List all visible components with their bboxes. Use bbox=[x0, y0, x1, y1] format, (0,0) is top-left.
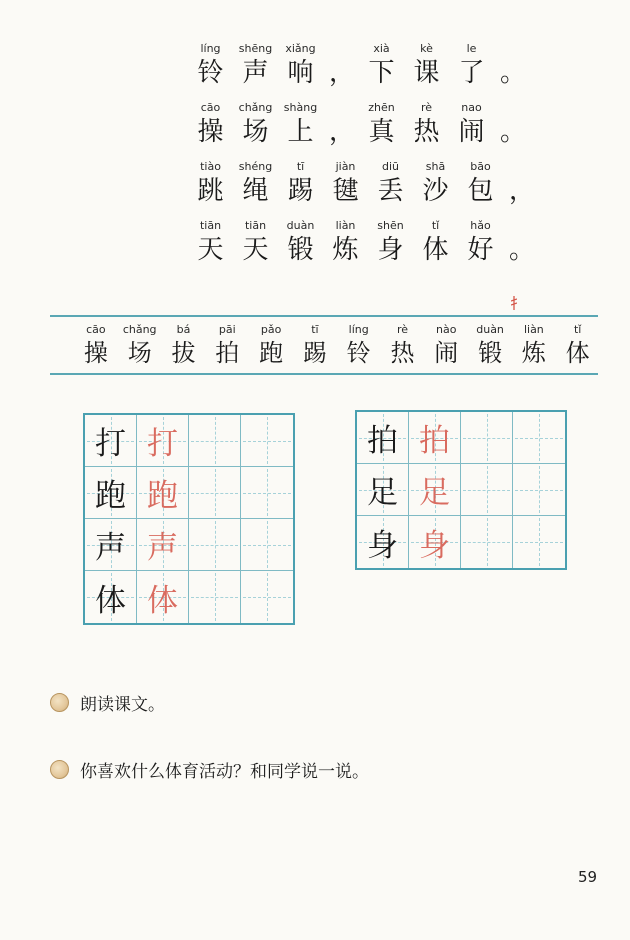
hanzi: 丢 bbox=[377, 176, 404, 206]
pinyin bbox=[323, 99, 359, 116]
model-character: 身 bbox=[357, 516, 409, 568]
hanzi: 上 bbox=[287, 117, 314, 147]
poem-char bbox=[233, 217, 278, 276]
strip-char bbox=[424, 322, 468, 368]
hanzi: 好 bbox=[467, 235, 494, 265]
strip-char bbox=[381, 322, 425, 368]
strip-char bbox=[468, 322, 512, 368]
hanzi: 热 bbox=[390, 339, 415, 367]
pinyin: tǐ bbox=[573, 323, 582, 336]
pinyin: tiào bbox=[200, 160, 221, 173]
strip-char bbox=[205, 322, 249, 368]
strip-char bbox=[512, 322, 556, 368]
practice-cell bbox=[461, 516, 513, 568]
hanzi: 绳 bbox=[242, 176, 269, 206]
pinyin: xiǎng bbox=[285, 42, 316, 55]
grid-row bbox=[85, 519, 293, 571]
strip-char bbox=[337, 322, 381, 368]
pinyin: liàn bbox=[335, 219, 356, 232]
poem-char bbox=[278, 99, 323, 158]
hanzi: 拔 bbox=[171, 339, 196, 367]
hanzi: 跑 bbox=[259, 339, 284, 367]
grid-row bbox=[85, 415, 293, 467]
hanzi: 包 bbox=[467, 176, 494, 206]
pinyin: shēng bbox=[238, 42, 273, 55]
poem-char bbox=[233, 40, 278, 99]
model-character: 跑 bbox=[85, 467, 137, 519]
hanzi: 闹 bbox=[458, 117, 485, 147]
pinyin: chǎng bbox=[122, 323, 157, 336]
poem-line bbox=[188, 99, 539, 158]
hanzi: ， bbox=[509, 176, 536, 206]
pinyin bbox=[503, 217, 539, 234]
hanzi: 真 bbox=[368, 117, 395, 147]
hanzi: ， bbox=[329, 58, 356, 88]
strip-bottom-rule bbox=[50, 373, 598, 375]
poem-char bbox=[413, 158, 458, 217]
decorative-mark-icon bbox=[511, 296, 517, 310]
model-character: 声 bbox=[85, 519, 137, 571]
hanzi: 炼 bbox=[332, 235, 359, 265]
practice-cell bbox=[513, 464, 565, 516]
practice-cell bbox=[189, 467, 241, 519]
hanzi: 场 bbox=[242, 117, 269, 147]
model-character: 足 bbox=[357, 464, 409, 516]
pinyin: xià bbox=[373, 42, 390, 55]
hanzi: 锻 bbox=[287, 235, 314, 265]
poem bbox=[188, 40, 539, 276]
hanzi: ， bbox=[329, 117, 356, 147]
hanzi: 操 bbox=[197, 117, 224, 147]
pinyin: shàng bbox=[283, 101, 318, 114]
grid-row bbox=[357, 412, 565, 464]
strip-char bbox=[293, 322, 337, 368]
hanzi: 闹 bbox=[434, 339, 459, 367]
pinyin: shēn bbox=[377, 219, 404, 232]
hanzi: 了 bbox=[458, 58, 485, 88]
hanzi: 场 bbox=[127, 339, 152, 367]
pinyin: tiān bbox=[199, 219, 222, 232]
hanzi: 体 bbox=[565, 339, 590, 367]
exercise-badge-icon bbox=[50, 693, 69, 712]
poem-char bbox=[368, 158, 413, 217]
model-character: 体 bbox=[85, 571, 137, 623]
model-character: 打 bbox=[85, 415, 137, 467]
pinyin: shā bbox=[425, 160, 446, 173]
writing-grid-left bbox=[83, 413, 295, 625]
hanzi: 锻 bbox=[478, 339, 503, 367]
pinyin: cāo bbox=[86, 323, 106, 336]
hanzi: 。 bbox=[500, 117, 527, 147]
hanzi: 天 bbox=[197, 235, 224, 265]
hanzi: 热 bbox=[413, 117, 440, 147]
exercise-badge-icon bbox=[50, 760, 69, 779]
pinyin: tī bbox=[296, 160, 305, 173]
hanzi: 天 bbox=[242, 235, 269, 265]
poem-punctuation bbox=[323, 99, 359, 158]
task-text: 朗读课文。 bbox=[80, 695, 165, 715]
poem-char bbox=[233, 158, 278, 217]
poem-char bbox=[404, 40, 449, 99]
practice-cell bbox=[241, 467, 293, 519]
pinyin: líng bbox=[200, 42, 221, 55]
poem-punctuation bbox=[494, 40, 530, 99]
poem-line bbox=[188, 40, 539, 99]
poem-punctuation bbox=[494, 99, 530, 158]
pinyin: bá bbox=[176, 323, 191, 336]
poem-char bbox=[278, 217, 323, 276]
poem-char bbox=[188, 217, 233, 276]
hanzi: 铃 bbox=[197, 58, 224, 88]
poem-line bbox=[188, 158, 539, 217]
poem-punctuation bbox=[503, 158, 539, 217]
pinyin: rè bbox=[396, 323, 408, 336]
poem-line bbox=[188, 217, 539, 276]
grid-row bbox=[357, 464, 565, 516]
hanzi: 课 bbox=[413, 58, 440, 88]
hanzi: 拍 bbox=[215, 339, 240, 367]
grid-row bbox=[357, 516, 565, 568]
pinyin: hǎo bbox=[470, 219, 491, 232]
pinyin: nao bbox=[461, 101, 482, 114]
pinyin: chǎng bbox=[238, 101, 273, 114]
practice-cell bbox=[189, 571, 241, 623]
pinyin bbox=[503, 158, 539, 175]
strip-char bbox=[249, 322, 293, 368]
pinyin bbox=[494, 40, 530, 57]
hanzi: 跳 bbox=[197, 176, 224, 206]
pinyin: shéng bbox=[238, 160, 273, 173]
task-text: 你喜欢什么体育活动？和同学说一说。 bbox=[80, 762, 369, 782]
task-read-aloud bbox=[50, 690, 165, 715]
grid-row bbox=[85, 571, 293, 623]
pinyin: pāi bbox=[218, 323, 236, 336]
pinyin: líng bbox=[348, 323, 369, 336]
trace-character: 身 bbox=[409, 516, 461, 568]
pinyin bbox=[323, 40, 359, 57]
strip-char bbox=[556, 322, 600, 368]
practice-cell bbox=[461, 412, 513, 464]
pinyin: liàn bbox=[523, 323, 544, 336]
hanzi: 踢 bbox=[287, 176, 314, 206]
hanzi: 响 bbox=[287, 58, 314, 88]
pinyin: pǎo bbox=[260, 323, 282, 336]
pinyin: tǐ bbox=[431, 219, 440, 232]
strip-top-rule bbox=[50, 315, 598, 317]
practice-cell bbox=[189, 415, 241, 467]
practice-cell bbox=[189, 519, 241, 571]
trace-character: 拍 bbox=[409, 412, 461, 464]
trace-character: 声 bbox=[137, 519, 189, 571]
strip-char bbox=[74, 322, 118, 368]
hanzi: 踢 bbox=[302, 339, 327, 367]
poem-char bbox=[449, 40, 494, 99]
new-characters-strip bbox=[74, 322, 600, 368]
hanzi: 炼 bbox=[521, 339, 546, 367]
poem-char bbox=[368, 217, 413, 276]
writing-grid-right bbox=[355, 410, 567, 570]
poem-char bbox=[359, 40, 404, 99]
pinyin: nào bbox=[436, 323, 457, 336]
hanzi: 毽 bbox=[332, 176, 359, 206]
pinyin: kè bbox=[420, 42, 433, 55]
poem-char bbox=[323, 217, 368, 276]
pinyin: tiān bbox=[244, 219, 267, 232]
poem-char bbox=[278, 40, 323, 99]
pinyin: tī bbox=[311, 323, 319, 336]
pinyin: duàn bbox=[476, 323, 504, 336]
pinyin: le bbox=[466, 42, 477, 55]
practice-cell bbox=[241, 415, 293, 467]
poem-char bbox=[404, 99, 449, 158]
grid-row bbox=[85, 467, 293, 519]
pinyin: cāo bbox=[200, 101, 221, 114]
trace-character: 体 bbox=[137, 571, 189, 623]
hanzi: 。 bbox=[500, 58, 527, 88]
poem-char bbox=[233, 99, 278, 158]
practice-cell bbox=[241, 571, 293, 623]
poem-char bbox=[188, 99, 233, 158]
poem-char bbox=[449, 99, 494, 158]
hanzi: 声 bbox=[242, 58, 269, 88]
pinyin: duàn bbox=[286, 219, 315, 232]
practice-cell bbox=[241, 519, 293, 571]
poem-char bbox=[188, 40, 233, 99]
poem-char bbox=[278, 158, 323, 217]
poem-punctuation bbox=[503, 217, 539, 276]
poem-char bbox=[458, 217, 503, 276]
pinyin: rè bbox=[420, 101, 433, 114]
hanzi: 下 bbox=[368, 58, 395, 88]
strip-char bbox=[118, 322, 162, 368]
pinyin: zhēn bbox=[368, 101, 395, 114]
task-discussion bbox=[50, 757, 369, 782]
poem-char bbox=[458, 158, 503, 217]
hanzi: 。 bbox=[509, 235, 536, 265]
page-number: 59 bbox=[578, 868, 598, 886]
poem-char bbox=[413, 217, 458, 276]
poem-char bbox=[323, 158, 368, 217]
pinyin: bāo bbox=[470, 160, 491, 173]
practice-cell bbox=[513, 412, 565, 464]
practice-cell bbox=[513, 516, 565, 568]
hanzi: 铃 bbox=[346, 339, 371, 367]
practice-cell bbox=[461, 464, 513, 516]
hanzi: 体 bbox=[422, 235, 449, 265]
pinyin: jiàn bbox=[335, 160, 356, 173]
pinyin bbox=[494, 99, 530, 116]
poem-punctuation bbox=[323, 40, 359, 99]
trace-character: 打 bbox=[137, 415, 189, 467]
pinyin: diū bbox=[381, 160, 399, 173]
hanzi: 操 bbox=[83, 339, 108, 367]
poem-char bbox=[188, 158, 233, 217]
poem-char bbox=[359, 99, 404, 158]
trace-character: 跑 bbox=[137, 467, 189, 519]
strip-char bbox=[162, 322, 206, 368]
hanzi: 沙 bbox=[422, 176, 449, 206]
trace-character: 足 bbox=[409, 464, 461, 516]
hanzi: 身 bbox=[377, 235, 404, 265]
model-character: 拍 bbox=[357, 412, 409, 464]
